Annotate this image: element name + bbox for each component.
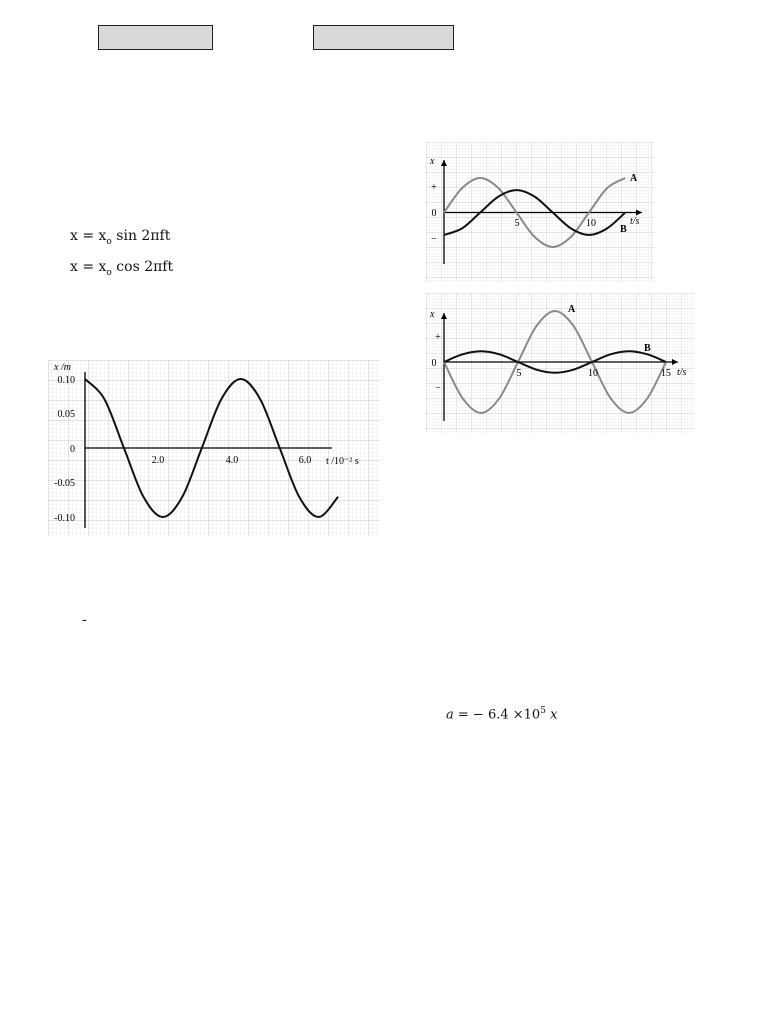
c1-xlabel: t /10⁻² s [326, 456, 359, 467]
c3-ylabel: x [430, 309, 435, 320]
c2-ytick-2: − [431, 234, 437, 245]
equation-cosine: $x = x_o$ cos 2πft [70, 259, 174, 278]
c3-xtick-0: 5 [516, 368, 522, 379]
c3-ytick-1: 0 [431, 358, 437, 369]
c3-ytick-0: + [435, 332, 441, 343]
c1-ylabel: x /m [54, 362, 71, 373]
c2-ytick-1: 0 [431, 208, 437, 219]
c2-xlabel: t/s [630, 216, 640, 227]
c2-xtick-0: 5 [514, 218, 520, 229]
header-box-left [98, 25, 213, 50]
c3-xlabel: t/s [677, 367, 687, 378]
c3-series-label-a: A [568, 304, 576, 315]
c3-xtick-2: 15 [661, 368, 671, 379]
equation-sine: $x = x_o$ sin 2πft [70, 228, 171, 247]
c1-ytick-4: -0.10 [54, 513, 75, 524]
c2-series-label-a: A [630, 173, 638, 184]
c1-ytick-0: 0.10 [57, 375, 75, 386]
c2-ytick-0: + [431, 182, 437, 193]
dash-mark: - [82, 612, 87, 628]
header-box-right [313, 25, 454, 50]
c3-xtick-1: 10 [588, 368, 598, 379]
chart-antiphase-a-b [426, 293, 694, 433]
c1-ytick-1: 0.05 [57, 409, 75, 420]
c1-ytick-3: -0.05 [54, 478, 75, 489]
c1-xtick-0: 2.0 [151, 455, 165, 466]
c2-ylabel: x [430, 156, 435, 167]
c1-ytick-2: 0 [70, 444, 75, 455]
c2-series-label-b: B [620, 224, 627, 235]
equation-acceleration: a = − $6.4 \times 10^5$ x [446, 706, 558, 723]
c1-xtick-2: 6.0 [298, 455, 312, 466]
chart-phase-a-b [426, 142, 654, 282]
c2-xtick-1: 10 [586, 218, 596, 229]
c3-ytick-2: − [435, 383, 441, 394]
c3-series-label-b: B [644, 343, 651, 354]
c1-xtick-1: 4.0 [225, 455, 239, 466]
chart-displacement-time [48, 360, 380, 536]
